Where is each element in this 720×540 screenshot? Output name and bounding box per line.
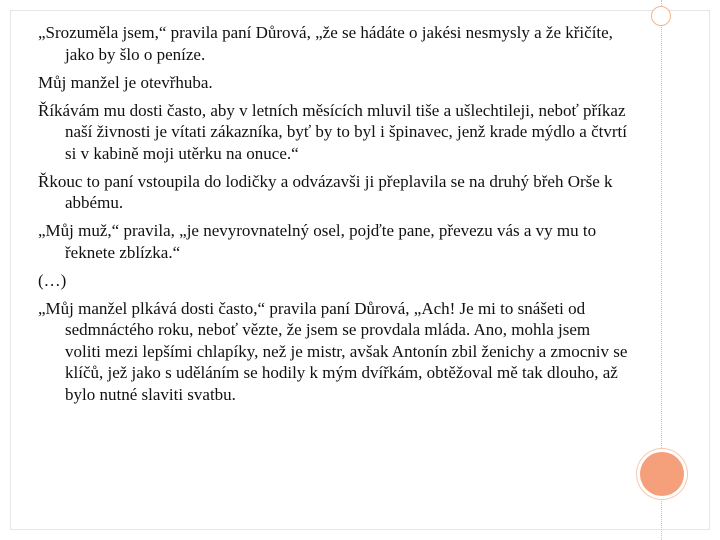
paragraph-5: „Můj muž,“ pravila, „je nevyrovnatelný osel, pojďte pane, převezu vás a vy mu to řeknete zblízka.“: [38, 221, 597, 262]
paragraph-6-ellipsis: (…): [38, 270, 67, 290]
paragraph-3: Říkávám mu dosti často, aby v letních měsících mluvil tiše a ušlechtileji, neboť příkaz naší živnosti je vítati zákazníka, byť by to byl i špinavec, jenž krade mýdlo a čtvrtí si v kabině moji utěrku na onuce.“: [38, 100, 627, 163]
paragraph-7: „Můj manžel plkává dosti často,“ pravila paní Důrová, „Ach! Je mi to snášeti od sedmnáctého roku, neboť vězte, že jsem se provdala mláda. Ano, mohla jsem voliti mezi lepšími chlapíky, než je mistr, avšak Antonín zbil ženichy a zmocniv se klíčů, jež jako s uděláním se hodily k mým dvířkám, obtěžoval mě tak dlouho, až bylo nutné slaviti svatbu.: [38, 298, 628, 404]
paragraph-1: „Srozuměla jsem,“ pravila paní Důrová, „že se hádáte o jakési nesmysly a že křičíte, jako by šlo o peníze.: [38, 23, 613, 64]
large-circle-ornament: [640, 452, 684, 496]
paragraph-2: Můj manžel je otevřhuba.: [38, 72, 213, 92]
small-circle-ornament: [651, 6, 671, 26]
text-body: [38, 22, 628, 412]
paragraph-4: Řkouc to paní vstoupila do lodičky a odvázavši ji přeplavila se na druhý břeh Orše k abbému.: [38, 171, 613, 212]
